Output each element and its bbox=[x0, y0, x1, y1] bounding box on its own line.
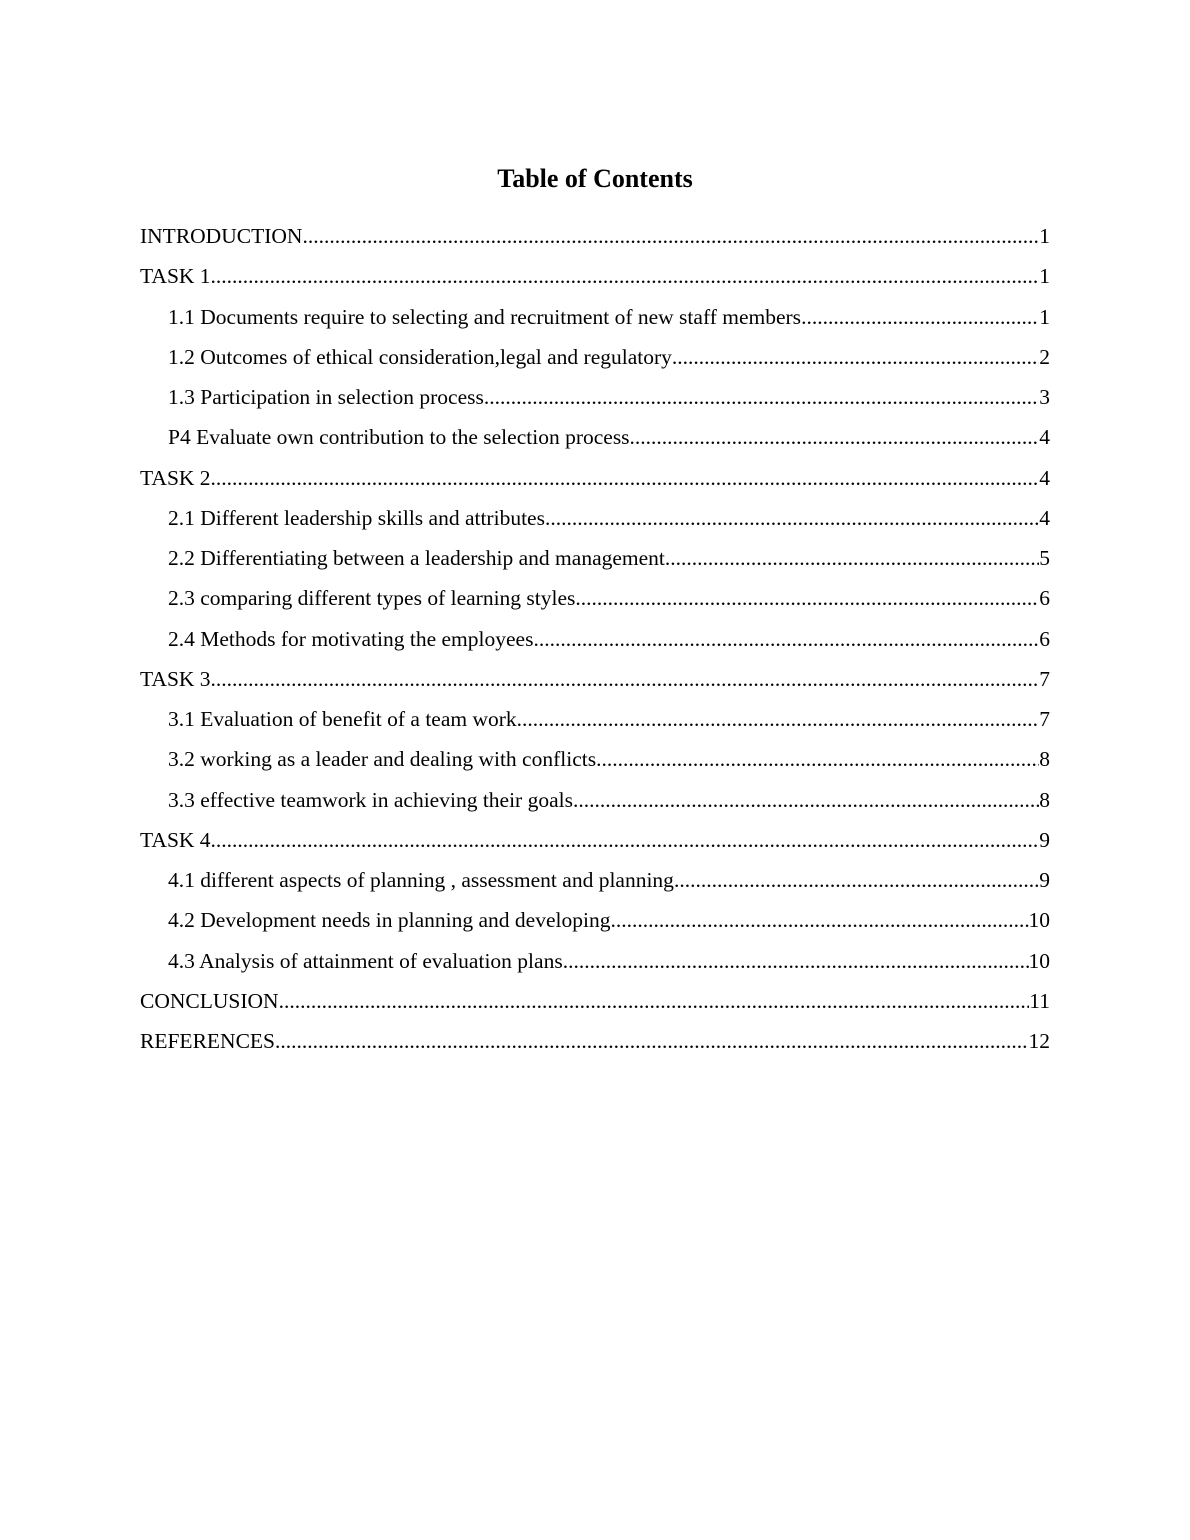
toc-page-number: 4 bbox=[1039, 505, 1050, 530]
toc-page-number: 6 bbox=[1039, 626, 1050, 651]
toc-entry[interactable] bbox=[140, 945, 1050, 985]
toc-page-number: 12 bbox=[1028, 1029, 1050, 1053]
toc-page-number: 10 bbox=[1028, 948, 1050, 973]
toc-entry-label: 2.3 comparing different types of learning styles. bbox=[168, 586, 581, 611]
toc-entry[interactable] bbox=[140, 904, 1050, 944]
toc-entry[interactable] bbox=[140, 381, 1050, 421]
toc-page-number: 1 bbox=[1039, 264, 1050, 289]
toc-entry-label: TASK 4 bbox=[140, 827, 211, 852]
toc-entry[interactable] bbox=[140, 341, 1050, 381]
toc-entry[interactable] bbox=[140, 824, 1050, 864]
toc-page-number: 7 bbox=[1039, 666, 1050, 691]
toc-entry-label: 3.2 working as a leader and dealing with conflicts. bbox=[168, 747, 602, 772]
toc-entry-label: 1.3 Participation in selection process bbox=[168, 385, 484, 409]
toc-dot-leader bbox=[302, 220, 1039, 252]
toc-page-number: 7 bbox=[1039, 707, 1050, 731]
toc-dot-leader bbox=[211, 260, 1040, 292]
toc-entry-label: REFERENCES bbox=[140, 1029, 275, 1053]
toc-dot-leader bbox=[610, 904, 1028, 936]
toc-entry-label: 4.1 different aspects of planning , assessment and planning bbox=[168, 868, 674, 892]
table-of-contents bbox=[140, 220, 1050, 1065]
toc-page-number: 6 bbox=[1039, 586, 1050, 611]
toc-entry[interactable] bbox=[140, 663, 1050, 703]
toc-page-number: 9 bbox=[1039, 827, 1050, 852]
toc-page-number: 3 bbox=[1039, 385, 1050, 409]
toc-entry[interactable] bbox=[140, 582, 1050, 622]
toc-entry[interactable] bbox=[140, 301, 1050, 341]
toc-entry-label: 3.3 effective teamwork in achieving their goals. bbox=[168, 787, 579, 812]
toc-entry-label: 4.3 Analysis of attainment of evaluation plans bbox=[168, 948, 563, 973]
toc-entry[interactable] bbox=[140, 462, 1050, 502]
toc-entry-label: 2.2 Differentiating between a leadership and management bbox=[168, 546, 665, 570]
toc-entry-label: TASK 1 bbox=[140, 264, 211, 289]
toc-entry-label: 3.1 Evaluation of benefit of a team work bbox=[168, 707, 517, 731]
toc-entry-label: TASK 2 bbox=[140, 465, 211, 490]
toc-entry[interactable] bbox=[140, 260, 1050, 300]
toc-entry-label: P4 Evaluate own contribution to the selection process bbox=[168, 425, 630, 450]
toc-entry-label: 2.4 Methods for motivating the employees bbox=[168, 626, 534, 651]
toc-page-number: 9 bbox=[1039, 868, 1050, 892]
toc-dot-leader bbox=[484, 381, 1039, 413]
toc-dot-leader bbox=[801, 301, 1039, 333]
toc-dot-leader bbox=[533, 623, 1039, 655]
toc-entry-label: 1.1 Documents require to selecting and recruitment of new staff members bbox=[168, 304, 802, 329]
toc-dot-leader bbox=[563, 945, 1029, 977]
toc-dot-leader bbox=[211, 462, 1040, 494]
toc-title: Table of Contents bbox=[497, 164, 693, 193]
toc-dot-leader bbox=[517, 703, 1040, 735]
toc-page-number: 8 bbox=[1039, 747, 1050, 772]
toc-dot-leader bbox=[211, 663, 1040, 695]
toc-dot-leader bbox=[275, 1025, 1029, 1057]
toc-entry[interactable] bbox=[140, 703, 1050, 743]
toc-dot-leader bbox=[672, 341, 1039, 373]
toc-entry[interactable] bbox=[140, 542, 1050, 582]
toc-entry[interactable] bbox=[140, 623, 1050, 663]
toc-dot-leader bbox=[279, 985, 1030, 1017]
toc-dot-leader bbox=[601, 743, 1039, 775]
toc-dot-leader bbox=[211, 824, 1040, 856]
toc-entry-label: CONCLUSION bbox=[140, 988, 279, 1013]
toc-dot-leader bbox=[578, 784, 1039, 816]
toc-page-number: 8 bbox=[1039, 787, 1050, 812]
toc-dot-leader bbox=[674, 864, 1039, 896]
toc-entry[interactable] bbox=[140, 784, 1050, 824]
toc-page-number: 5 bbox=[1039, 546, 1050, 570]
toc-dot-leader bbox=[581, 582, 1039, 614]
toc-page-number: 4 bbox=[1039, 425, 1050, 450]
toc-entry[interactable] bbox=[140, 421, 1050, 461]
toc-entry-label: TASK 3 bbox=[140, 666, 211, 691]
toc-dot-leader bbox=[545, 502, 1039, 534]
toc-page-number: 1 bbox=[1039, 304, 1050, 329]
toc-entry[interactable] bbox=[140, 1025, 1050, 1065]
toc-entry-label: 4.2 Development needs in planning and developing bbox=[168, 908, 611, 933]
toc-entry[interactable] bbox=[140, 502, 1050, 542]
toc-entry[interactable] bbox=[140, 985, 1050, 1025]
toc-entry-label: INTRODUCTION bbox=[140, 224, 303, 248]
toc-page-number: 11 bbox=[1029, 988, 1050, 1013]
toc-entry[interactable] bbox=[140, 743, 1050, 783]
toc-page-number: 4 bbox=[1039, 465, 1050, 490]
toc-page-number: 10 bbox=[1028, 908, 1050, 933]
toc-entry-label: 1.2 Outcomes of ethical consideration,legal and regulatory bbox=[168, 344, 672, 369]
toc-entry[interactable] bbox=[140, 220, 1050, 260]
toc-dot-leader bbox=[630, 421, 1040, 453]
toc-page-number: 2 bbox=[1039, 344, 1050, 369]
toc-page-number: 1 bbox=[1039, 224, 1050, 248]
toc-entry-label: 2.1 Different leadership skills and attributes bbox=[168, 505, 545, 530]
toc-entry[interactable] bbox=[140, 864, 1050, 904]
toc-dot-leader bbox=[665, 542, 1039, 574]
